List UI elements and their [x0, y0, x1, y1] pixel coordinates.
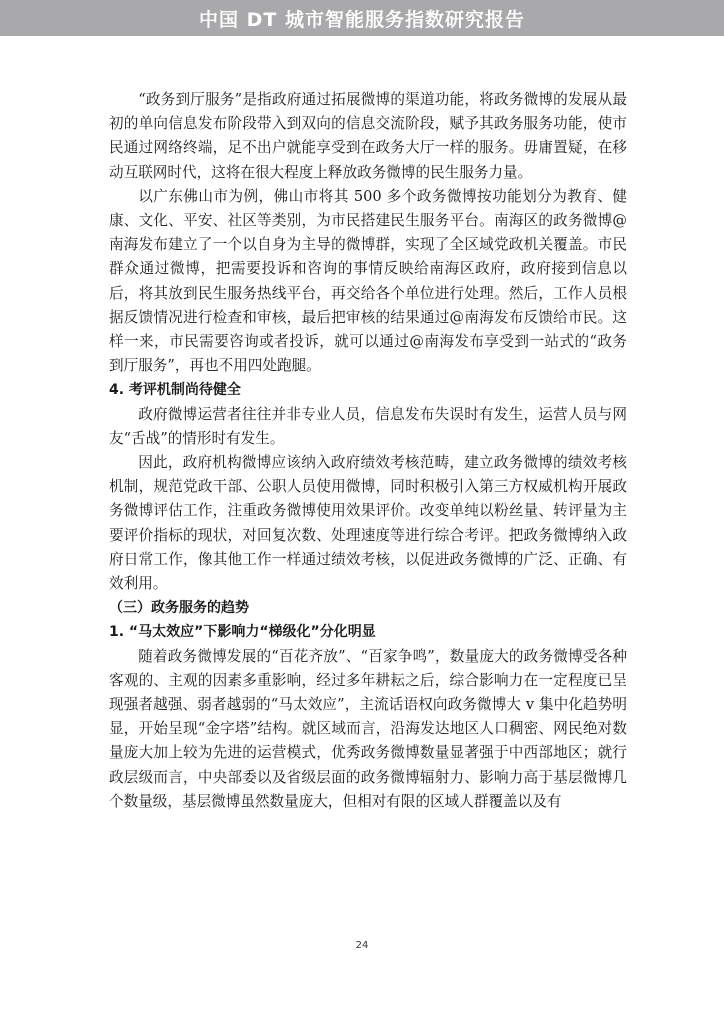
page-number: 24 — [355, 940, 369, 951]
paragraph-foshan-example: 以广东佛山市为例，佛山市将其 500 多个政务微博按功能划分为教育、健康、文化、平安、社区等类别，为市民搭建民生服务平台。南海区的政务微博@南海发布建立了一个以自身为主导的微博群，实现了全区域党政机关覆盖。市民群众通过微博，把需要投诉和咨询的事情反映给南海区政府，政府接到信息以后，将其放到民生服务热线平台，再交给各个单位进行处理。然后，工作人员根据反馈情况进行检查和审核，最后把审核的结果通过@南海发布反馈给市民。这样一来，市民需要咨询或者投诉，就可以通过@南海发布享受到一站式的“政务到厅服务”，再也不用四处跑腿。 — [109, 187, 627, 375]
paragraph-performance-evaluation: 因此，政府机构微博应该纳入政府绩效考核范畴，建立政务微博的绩效考核机制，规范党政干部、公职人员使用微博，同时积极引入第三方权威机构开展政务微博评估工作，注重政务微博使用效果评价。改变单纯以粉丝量、转评量为主要评价指标的现状，对回复次数、处理速度等进行综合考评。把政务微博纳入政府日常工作，像其他工作一样通过绩效考核，以促进政务微博的广泛、正确、有效利用。 — [109, 454, 627, 593]
page-body — [109, 88, 627, 814]
subsection-heading-matthew-effect: 1. “马太效应”下影响力“梯级化”分化明显 — [109, 624, 376, 641]
report-header-bar — [0, 0, 724, 36]
paragraph-operators: 政府微博运营者往往并非专业人员，信息发布失误时有发生，运营人员与网友“舌战”的情形时有发生。 — [109, 405, 627, 447]
report-title: 中国 DT 城市智能服务指数研究报告 — [199, 8, 525, 31]
paragraph-matthew-effect: 随着政务微博发展的“百花齐放”、“百家争鸣”，数量庞大的政务微博受各种客观的、主观的因素多重影响，经过多年耕耘之后，综合影响力在一定程度已呈现强者越强、弱者越弱的“马太效应”，主流话语权向政务微博大 v 集中化趋势明显，开始呈现“金字塔”结构。就区域而言，沿海发达地区人口稠密、网民绝对数量庞大加上较为先进的运营模式，优秀政务微博数量显著强于中西部地区；就行政层级而言，中央部委以及省级层面的政务微博辐射力、影响力高于基层微博几个数量级，基层微博虽然数量庞大，但相对有限的区域人群覆盖以及有 — [109, 647, 627, 810]
paragraph-service-definition: “政务到厅服务”是指政府通过拓展微博的渠道功能，将政务微博的发展从最初的单向信息发布阶段带入到双向的信息交流阶段，赋予其政务服务功能，使市民通过网络终端，足不出户就能享受到在政务大厅一样的服务。毋庸置疑，在移动互联网时代，这将在很大程度上释放政务微博的民生服务力量。 — [109, 91, 627, 181]
section-heading-trends: （三）政务服务的趋势 — [109, 600, 249, 617]
section-heading-evaluation: 4. 考评机制尚待健全 — [109, 382, 241, 399]
